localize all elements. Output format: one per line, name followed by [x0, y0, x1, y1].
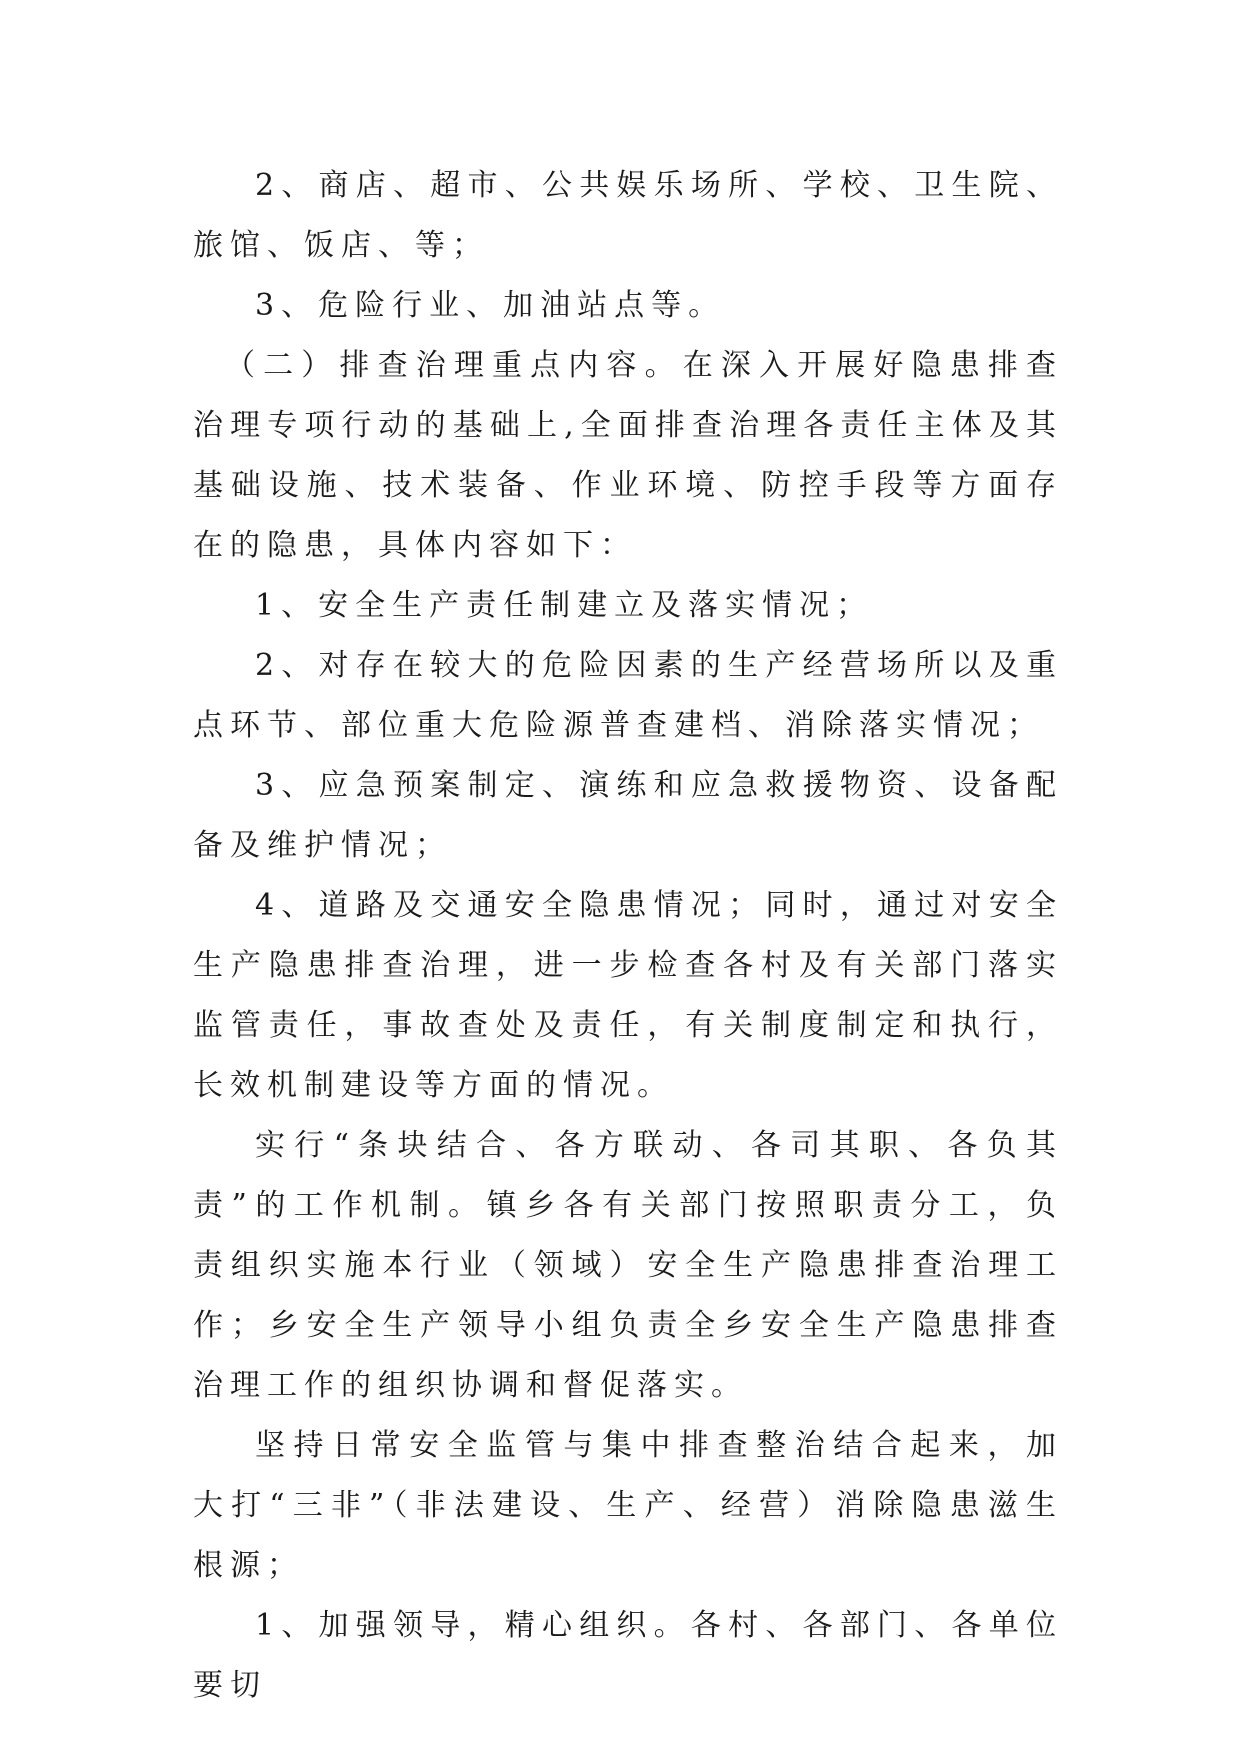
paragraph-dangerous-industries: 3、危险行业、加油站点等。 — [255, 288, 726, 323]
document-body — [193, 156, 1063, 1716]
paragraph-daily-supervision: 坚持日常安全监管与集中排查整治结合起来，加大打“三非”（非法建设、生产、经营）消除隐患滋生根源； — [193, 1428, 1063, 1583]
paragraph-emergency-plans: 3、应急预案制定、演练和应急救援物资、设备配备及维护情况； — [193, 768, 1063, 863]
paragraph-key-content-heading: （二）排查治理重点内容。在深入开展好隐患排查治理专项行动的基础上,全面排查治理各责任主体及其基础设施、技术装备、作业环境、防控手段等方面存在的隐患，具体内容如下： — [193, 348, 1063, 563]
paragraph-responsibility-system: 1、安全生产责任制建立及落实情况； — [255, 588, 874, 623]
paragraph-leadership: 1、加强领导，精心组织。各村、各部门、各单位要切 — [193, 1608, 1063, 1703]
paragraph-hazard-sources: 2、对存在较大的危险因素的生产经营场所以及重点环节、部位重大危险源普查建档、消除落实情况； — [193, 648, 1063, 743]
paragraph-shops-schools: 2、商店、超市、公共娱乐场所、学校、卫生院、旅馆、饭店、等； — [193, 168, 1063, 263]
paragraph-road-traffic: 4、道路及交通安全隐患情况；同时，通过对安全生产隐患排查治理，进一步检查各村及有关部门落实监管责任，事故查处及责任，有关制度制定和执行，长效机制建设等方面的情况。 — [193, 888, 1063, 1103]
paragraph-work-mechanism: 实行“条块结合、各方联动、各司其职、各负其责”的工作机制。镇乡各有关部门按照职责分工，负责组织实施本行业（领域）安全生产隐患排查治理工作；乡安全生产领导小组负责全乡安全生产隐患排查治理工作的组织协调和督促落实。 — [193, 1128, 1063, 1403]
